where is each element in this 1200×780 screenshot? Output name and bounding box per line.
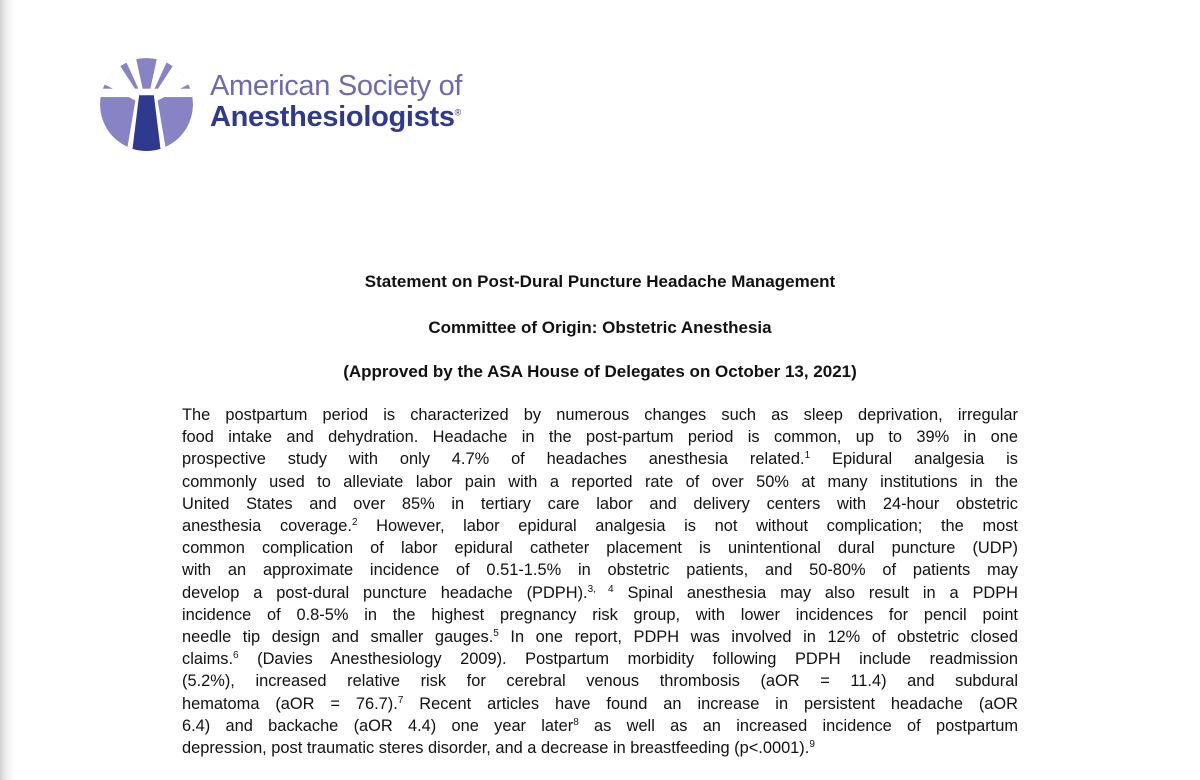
body-line-text-continued: In one report, PDPH was involved in 12% of obstetric closed <box>498 628 1018 647</box>
body-line-text-continued: Recent articles have found an increase in persistent headache (aOR <box>403 694 1018 713</box>
citation-superscript: 8 <box>573 716 579 728</box>
body-line-text: common complication of labor epidural catheter placement is unintentional dural puncture (UDP) <box>182 539 1018 558</box>
body-line <box>182 448 1018 470</box>
body-line-text: commonly used to alleviate labor pain with a reported rate of over 50% at many institutions in the <box>182 472 1018 491</box>
body-line-text: develop a post-dural puncture headache (PDPH). <box>182 583 588 602</box>
asa-logo-wordmark <box>210 72 462 132</box>
body-line-text: 6.4) and backache (aOR 4.4) one year later <box>182 716 574 735</box>
asa-logo-mark-icon <box>100 58 193 151</box>
body-line <box>182 693 1018 715</box>
body-line-text-continued: (Davies Anesthesiology 2009). Postpartum morbidity following PDPH include readmission <box>238 650 1018 669</box>
body-line <box>182 404 1018 426</box>
body-line <box>182 426 1018 448</box>
body-paragraph <box>182 404 1018 759</box>
document-title: Statement on Post-Dural Puncture Headache Management <box>364 272 836 291</box>
body-line <box>182 715 1018 737</box>
body-line-text-continued: However, labor epidural analgesia is not without complication; the most <box>357 517 1018 536</box>
body-line-text: prospective study with only 4.7% of headaches anesthesia related. <box>182 450 805 469</box>
asa-logo <box>100 58 480 153</box>
body-line-text: incidence of 0.8-5% in the highest pregnancy risk group, with lower incidences for pencil point <box>182 605 1018 624</box>
body-line <box>182 515 1018 537</box>
body-line-text: hematoma (aOR = 76.7). <box>182 694 398 713</box>
body-line-text: food intake and dehydration. Headache in the post-partum period is common, up to 39% in one <box>182 428 1018 447</box>
body-line <box>182 670 1018 692</box>
body-line <box>182 604 1018 626</box>
citation-superscript: 7 <box>397 694 404 706</box>
body-line-text-continued: as well as an increased incidence of postpartum <box>578 716 1018 735</box>
body-line <box>182 582 1018 604</box>
body-line-text: claims. <box>182 650 233 669</box>
body-line-text: United States and over 85% in tertiary care labor and delivery centers with 24-hour obstetric <box>182 494 1018 513</box>
body-line-text: needle tip design and smaller gauges. <box>182 628 494 647</box>
logo-line-1: American Society of <box>210 70 463 102</box>
body-line <box>182 648 1018 670</box>
registered-mark: ® <box>454 107 462 118</box>
body-line <box>182 537 1018 559</box>
citation-superscript: 9 <box>809 739 815 751</box>
body-line-text-continued: Epidural analgesia is <box>810 450 1018 469</box>
citation-superscript: 1 <box>804 450 811 462</box>
body-line-text-continued: Spinal anesthesia may also result in a PDPH <box>613 583 1018 602</box>
body-line-text: The postpartum period is characterized by numerous changes such as sleep deprivation, irregular <box>182 406 1018 424</box>
body-line-text: anesthesia coverage. <box>182 517 352 536</box>
body-line-text: (5.2%), increased relative risk for cerebral venous thrombosis (aOR = 11.4) and subdural <box>182 672 1018 691</box>
body-line-text: depression, post traumatic steres disorder, and a decrease in breastfeeding (p<.0001). <box>182 739 810 758</box>
citation-superscript: 6 <box>233 650 239 662</box>
body-line <box>182 471 1018 493</box>
citation-superscript: 2 <box>351 517 358 529</box>
approval-note: (Approved by the ASA House of Delegates on October 13, 2021) <box>343 362 857 381</box>
citation-superscript: 3, 4 <box>587 583 614 595</box>
body-line <box>182 626 1018 648</box>
body-line <box>182 559 1018 581</box>
committee-of-origin: Committee of Origin: Obstetric Anesthesia <box>428 318 772 337</box>
page-edge-shadow <box>0 0 14 780</box>
logo-line-2 <box>210 103 462 132</box>
citation-superscript: 5 <box>493 628 499 640</box>
logo-line-2-text: Anesthesiologists <box>210 101 455 133</box>
body-line <box>182 493 1018 515</box>
body-line-text: with an approximate incidence of 0.51-1.5% in obstetric patients, and 50-80% of patients may <box>182 561 1018 580</box>
body-line <box>182 737 1018 759</box>
